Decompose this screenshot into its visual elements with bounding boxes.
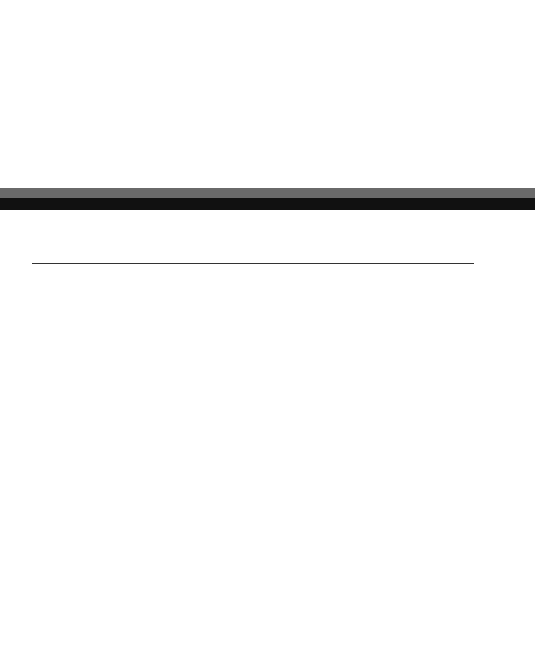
header-rule [32, 263, 474, 264]
page-separator-gray [0, 188, 535, 198]
page-separator-black [0, 198, 535, 210]
